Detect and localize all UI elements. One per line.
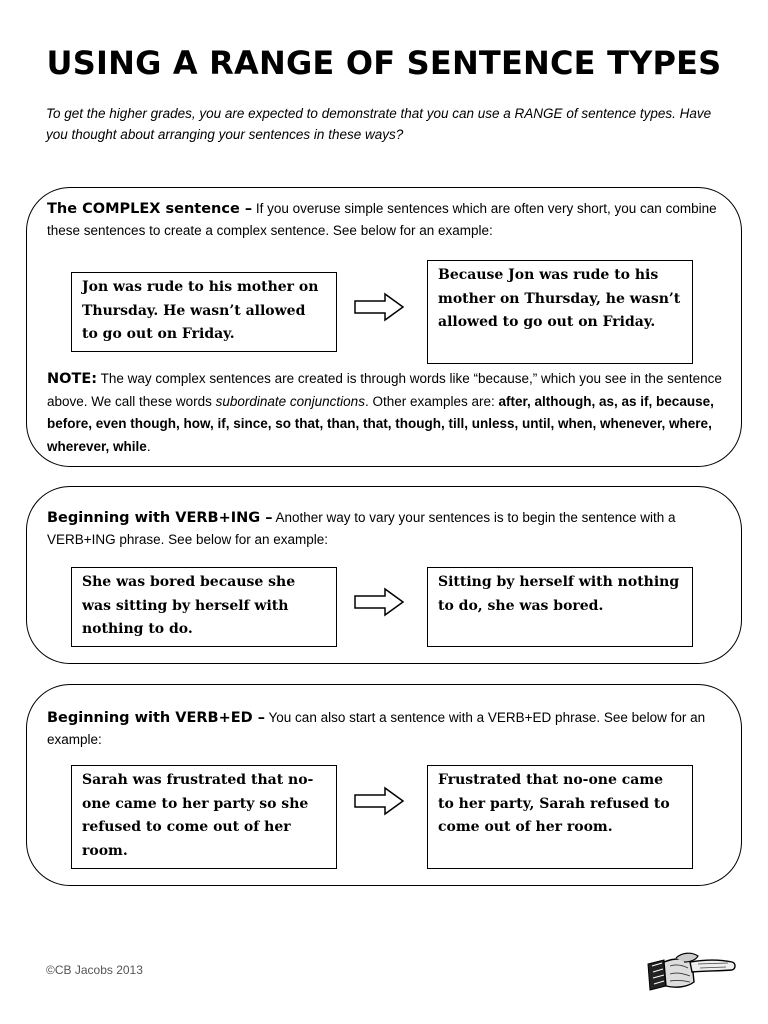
verb-ed-description-text: You can also start a sentence with a VERB+ED phrase. See below for an example: [47, 710, 706, 747]
right-arrow-icon [353, 587, 405, 617]
verb-ing-heading: Beginning with VERB+ING – [47, 510, 273, 526]
complex-heading: The COMPLEX sentence – [47, 201, 253, 217]
verb-ing-before-box [71, 567, 337, 647]
verb-ed-heading: Beginning with VERB+ED – [47, 710, 266, 726]
complex-description-text: If you overuse simple sentences which are often very short, you can combine these sentences to create a complex sentence. See below for an example: [47, 201, 717, 238]
page-title: USING A RANGE OF SENTENCE TYPES [46, 44, 722, 82]
verb-ing-after-box [427, 567, 693, 647]
complex-after-text: Because Jon was rude to his mother on Thursday, he wasn’t allowed to go out on Friday. [438, 267, 681, 330]
verb-ing-after-text: Sitting by herself with nothing to do, she was bored. [438, 574, 680, 614]
verb-ed-after-box [427, 765, 693, 869]
verb-ing-before-text: She was bored because she was sitting by herself with nothing to do. [82, 574, 296, 637]
note-text-2: . Other examples are: [364, 393, 499, 409]
right-arrow-icon [353, 292, 405, 322]
note-label: NOTE: [47, 371, 98, 387]
verb-ing-panel [26, 486, 742, 664]
complex-before-box [71, 272, 337, 352]
complex-sentence-panel [26, 187, 742, 467]
intro-text: To get the higher grades, you are expected to demonstrate that you can use a RANGE of sentence types. Have you thought about arranging your sentences in these ways? [46, 106, 712, 142]
right-arrow-icon [353, 786, 405, 816]
complex-description [47, 198, 723, 242]
note-paragraph [47, 368, 727, 458]
note-term: subordinate conjunctions [215, 393, 365, 409]
note-text-1: The way complex sentences are created is through words like “because,” which you see in the sentence above. We call these words [47, 371, 722, 409]
complex-before-text: Jon was rude to his mother on Thursday. He wasn’t allowed to go out on Friday. [82, 279, 319, 342]
verb-ing-description [47, 507, 723, 551]
verb-ed-before-box [71, 765, 337, 869]
pointing-hand-icon [646, 950, 738, 996]
verb-ed-description [47, 707, 723, 751]
verb-ed-panel [26, 684, 742, 886]
verb-ed-before-text: Sarah was frustrated that no-one came to her party so she refused to come out of her room. [82, 772, 314, 859]
complex-after-box [427, 260, 693, 364]
verb-ed-after-text: Frustrated that no-one came to her party, Sarah refused to come out of her room. [438, 772, 670, 835]
note-end: . [146, 438, 151, 454]
verb-ing-description-text: Another way to vary your sentences is to begin the sentence with a VERB+ING phrase. See below for an example: [47, 510, 676, 547]
copyright-footer: ©CB Jacobs 2013 [46, 963, 143, 977]
note-examples: after, although, as, as if, because, before, even though, how, if, since, so that, than, that, though, till, unless, until, when, whenever, where, wherever, while [47, 393, 714, 454]
